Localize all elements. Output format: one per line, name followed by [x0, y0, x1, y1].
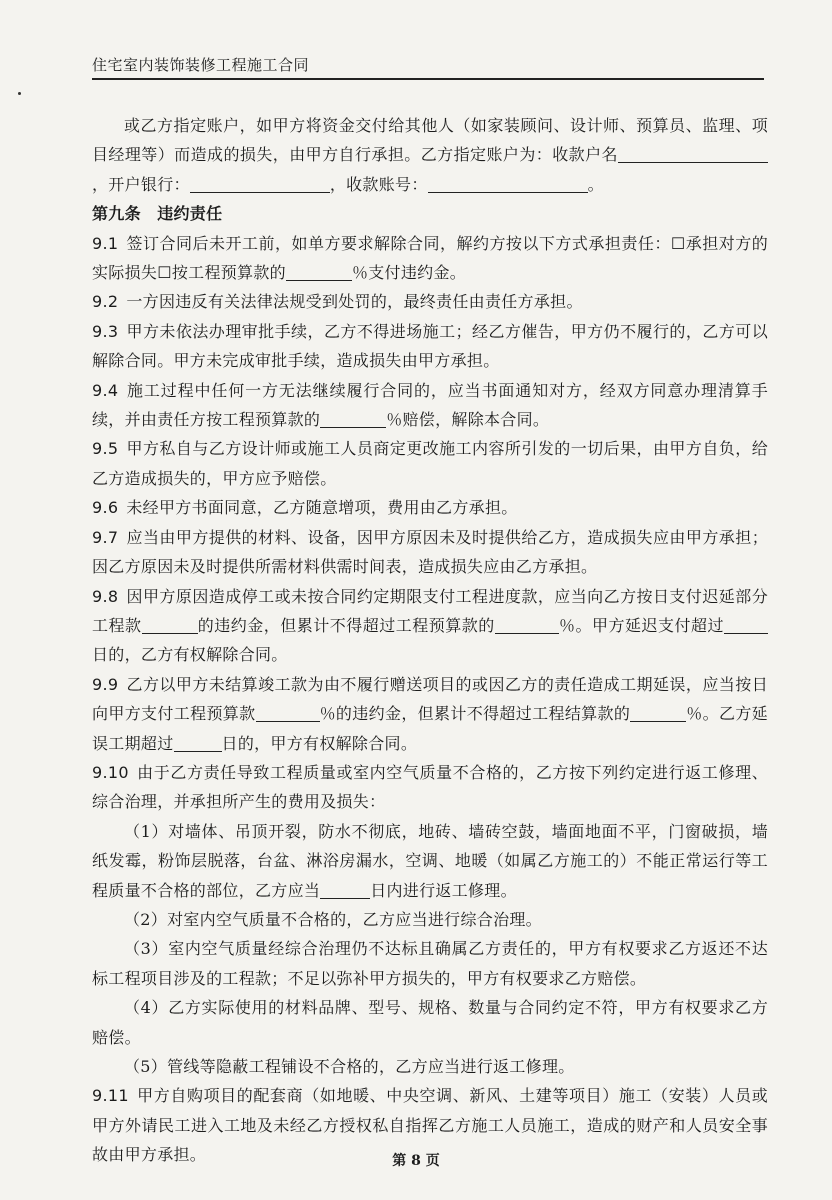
- header-rule: [92, 78, 764, 80]
- clause-9-10: 9.10 由于乙方责任导致工程质量或室内空气质量不合格的，乙方按下列约定进行返工修理、综合治理，并承担所产生的费用及损失：: [92, 762, 768, 812]
- account-paragraph: 或乙方指定账户，如甲方将资金交付给其他人（如家装顾问、设计师、预算员、监理、项目经理等）而造成的损失，由甲方自行承担。乙方指定账户为：收款户名，开户银行： ，收款账号： 。: [92, 116, 768, 194]
- clause-9-4: 9.4 施工过程中任何一方无法继续履行合同的，应当书面通知对方，经双方同意办理清算手续，并由责任方按工程预算款的 ％赔偿，解除本合同。: [92, 380, 768, 430]
- clause-9-11: 9.11 甲方自购项目的配套商（如地暖、中央空调、新风、土建等项目）施工（安装）人员或甲方外请民工进入工地及未经乙方授权私自指挥乙方施工人员施工，造成的财产和人员安全事故由甲方承担。: [92, 1086, 768, 1165]
- blank-9-4-percent: [320, 411, 386, 428]
- scan-speck: [18, 92, 21, 95]
- clause-9-2: 9.2 一方因违反有关法律法规受到处罚的，最终责任由责任方承担。: [92, 292, 583, 312]
- blank-bank: [190, 176, 330, 193]
- blank-9-8-daily: [142, 617, 198, 634]
- clause-9-10-item-1: （1）对墙体、吊顶开裂，防水不彻底，地砖、墙砖空鼓，墙面地面不平，门窗破损，墙纸发霉，粉饰层脱落，台盆、淋浴房漏水，空调、地暖（如属乙方施工的）不能正常运行等工程质量不合格的部位，乙方应当 日内进行返工修理。: [92, 821, 768, 900]
- clause-9-10-item-4: （4）乙方实际使用的材料品牌、型号、规格、数量与合同约定不符，甲方有权要求乙方赔偿。: [92, 998, 768, 1047]
- clause-9-6: 9.6 未经甲方书面同意，乙方随意增项，费用由乙方承担。: [92, 498, 518, 518]
- article-9-heading: 第九条 违约责任: [92, 204, 223, 224]
- clause-9-10-item-2: （2）对室内空气质量不合格的，乙方应当进行综合治理。: [124, 909, 542, 929]
- clause-9-1: 9.1 签订合同后未开工前，如单方要求解除合同，解约方按以下方式承担责任：☐承担对方的实际损失☐按工程预算款的 ％支付违约金。: [92, 233, 768, 283]
- clause-9-10-item-5: （5）管线等隐蔽工程铺设不合格的，乙方应当进行返工修理。: [124, 1057, 575, 1076]
- contract-body: [92, 111, 768, 1170]
- blank-9-9-daily: [256, 705, 320, 722]
- clause-9-5: 9.5 甲方私自与乙方设计师或施工人员商定更改施工内容所引发的一切后果，由甲方自负，给乙方造成损失的，甲方应予赔偿。: [92, 439, 768, 488]
- clause-9-3: 9.3 甲方未依法办理审批手续，乙方不得进场施工；经乙方催告，甲方仍不履行的，乙方可以解除合同。甲方未完成审批手续，造成损失由甲方承担。: [92, 321, 768, 371]
- blank-9-9-days: [174, 735, 222, 752]
- clause-9-7: 9.7 应当由甲方提供的材料、设备，因甲方原因未及时提供给乙方，造成损失应由甲方承担；因乙方原因未及时提供所需材料供需时间表，造成损失应由乙方承担。: [92, 527, 768, 577]
- blank-account-name: [618, 146, 768, 163]
- blank-9-8-days: [724, 617, 768, 634]
- clause-9-8: 9.8 因甲方原因造成停工或未按合同约定期限支付工程进度款，应当向乙方按日支付迟延部分工程款 的违约金，但累计不得超过工程预算款的 ％。甲方延迟支付超过日的，乙方有权解除合同。: [92, 586, 768, 665]
- blank-9-1-percent: [286, 264, 352, 281]
- page-header-title: 住宅室内装饰装修工程施工合同: [92, 56, 310, 74]
- page-number: 第 8 页: [392, 1153, 440, 1169]
- blank-9-10-days: [320, 882, 370, 899]
- blank-9-9-cap: [630, 705, 686, 722]
- clause-9-10-item-3: （3）室内空气质量经综合治理仍不达标且确属乙方责任的，甲方有权要求乙方返还不达标工程项目涉及的工程款；不足以弥补甲方损失的，甲方有权要求乙方赔偿。: [92, 939, 768, 988]
- blank-9-8-cap: [495, 617, 559, 634]
- blank-account-number: [428, 176, 588, 193]
- clause-9-9: 9.9 乙方以甲方未结算竣工款为由不履行赠送项目的或因乙方的责任造成工期延误，应当按日向甲方支付工程预算款 ％的违约金，但累计不得超过工程结算款的 ％。乙方延误工期超过 日的，甲方有权解除合同。: [92, 674, 768, 753]
